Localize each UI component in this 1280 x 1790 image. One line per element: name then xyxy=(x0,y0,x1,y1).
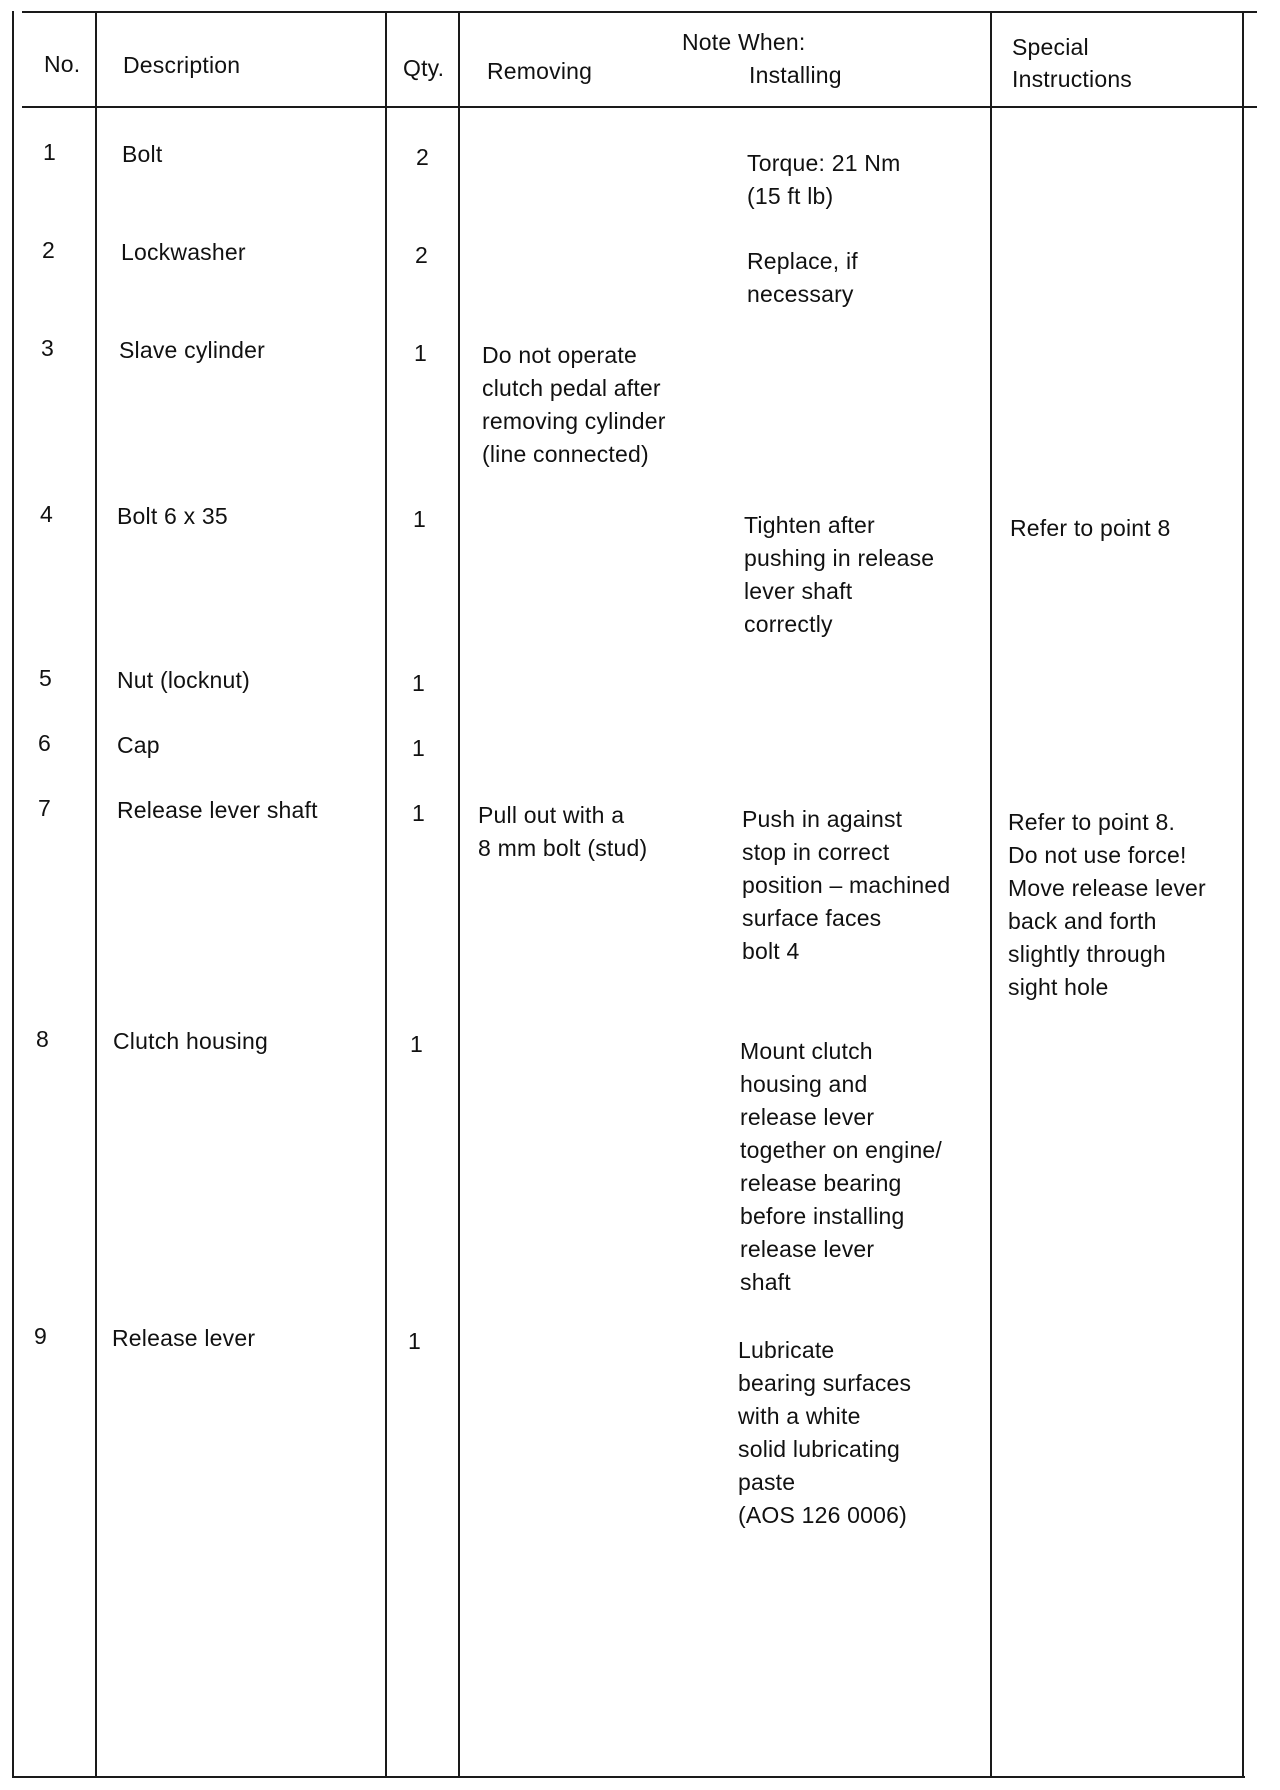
row7-installing: Push in against stop in correct position – machined surface faces bolt 4 xyxy=(742,806,951,964)
header-removing: Removing xyxy=(487,58,593,84)
table-left-border xyxy=(12,11,14,1778)
row7-description: Release lever shaft xyxy=(117,797,318,823)
header-no: No. xyxy=(44,51,81,77)
row3-description: Slave cylinder xyxy=(119,337,265,363)
row5-qty: 1 xyxy=(412,670,425,696)
row5-no: 5 xyxy=(39,665,52,691)
row9-description: Release lever xyxy=(112,1325,256,1351)
row4-qty: 1 xyxy=(413,506,426,532)
row7-qty: 1 xyxy=(412,800,425,826)
header-installing: Installing xyxy=(749,62,842,88)
row7-special: Refer to point 8. Do not use force! Move release lever back and forth slightly through sight hole xyxy=(1008,809,1206,1000)
row4-installing: Tighten after pushing in release lever shaft correctly xyxy=(744,512,935,637)
row3-no: 3 xyxy=(41,335,54,361)
row1-no: 1 xyxy=(43,139,56,165)
row6-description: Cap xyxy=(117,732,160,758)
row7-removing: Pull out with a 8 mm bolt (stud) xyxy=(478,802,648,861)
header-special-instructions: Special Instructions xyxy=(1012,34,1133,92)
header-description: Description xyxy=(123,52,241,78)
row2-installing: Replace, if necessary xyxy=(747,248,858,307)
row3-removing: Do not operate clutch pedal after removing cylinder (line connected) xyxy=(482,342,666,467)
table-bottom-border xyxy=(12,1776,1245,1778)
row5-description: Nut (locknut) xyxy=(117,667,250,693)
row6-no: 6 xyxy=(38,730,51,756)
row4-special: Refer to point 8 xyxy=(1010,515,1171,541)
row1-installing: Torque: 21 Nm (15 ft lb) xyxy=(747,150,901,209)
table-right-border xyxy=(1242,11,1244,1778)
row8-description: Clutch housing xyxy=(113,1028,268,1054)
row1-description: Bolt xyxy=(122,141,163,167)
row4-no: 4 xyxy=(40,501,53,527)
row6-qty: 1 xyxy=(412,735,425,761)
row1-qty: 2 xyxy=(416,144,429,170)
header-note-when: Note When: xyxy=(682,29,806,55)
row8-installing: Mount clutch housing and release lever together on engine/ release bearing before installing release lever shaft xyxy=(740,1038,943,1295)
row8-no: 8 xyxy=(36,1026,49,1052)
row4-description: Bolt 6 x 35 xyxy=(117,503,228,529)
row7-no: 7 xyxy=(38,795,51,821)
row2-no: 2 xyxy=(42,237,55,263)
header-qty: Qty. xyxy=(403,55,445,81)
divider-installing-special xyxy=(990,11,992,1778)
row9-no: 9 xyxy=(34,1323,47,1349)
row8-qty: 1 xyxy=(410,1031,423,1057)
divider-qty-removing xyxy=(458,11,460,1778)
row9-installing: Lubricate bearing surfaces with a white solid lubricating paste (AOS 126 0006) xyxy=(738,1337,912,1528)
divider-no-description xyxy=(95,11,97,1778)
row9-qty: 1 xyxy=(408,1328,421,1354)
row3-qty: 1 xyxy=(414,340,427,366)
header-bottom-border xyxy=(22,106,1257,108)
row2-qty: 2 xyxy=(415,242,428,268)
table-top-border xyxy=(22,11,1257,13)
row2-description: Lockwasher xyxy=(121,239,246,265)
divider-description-qty xyxy=(385,11,387,1778)
